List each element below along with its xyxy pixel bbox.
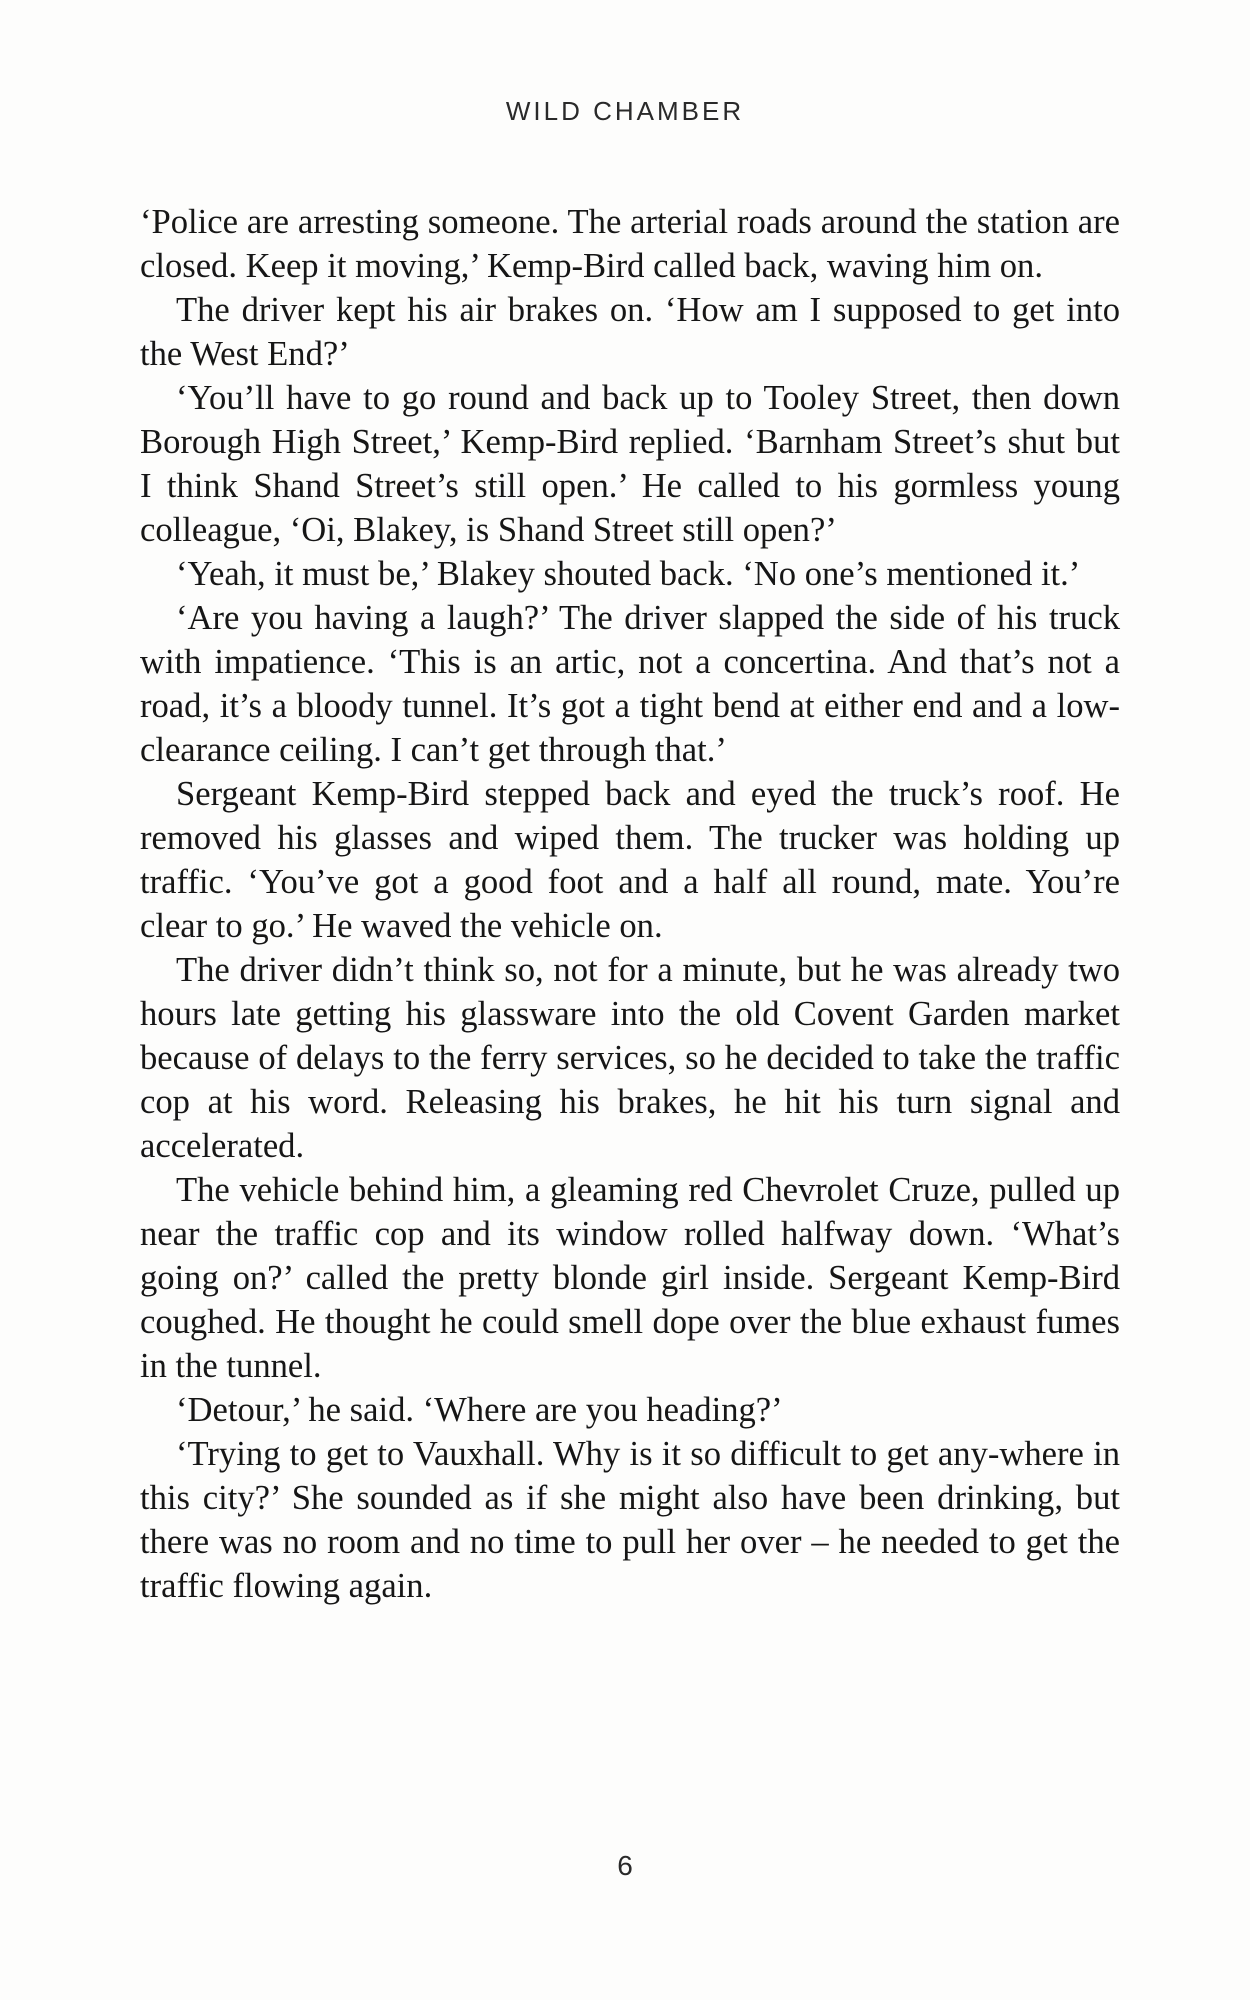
paragraph: The driver didn’t think so, not for a minute, but he was already two hours late getting his glassware into the old Covent Garden market because of delays to the ferry services, so he decided to take the traffic cop at his word. Releasing his brakes, he hit his turn signal and accelerated. — [140, 951, 1120, 1165]
paragraph: ‘Yeah, it must be,’ Blakey shouted back. ‘No one’s mentioned it.’ — [176, 555, 1081, 593]
paragraph: ‘Are you having a laugh?’ The driver slapped the side of his truck with impatience. ‘This is an artic, not a concertina. And that’s not a road, it’s a bloody tunnel. It’s got a tight bend at either end and a low-clearance ceiling. I can’t get through that.’ — [140, 599, 1120, 769]
paragraph: Sergeant Kemp-Bird stepped back and eyed the truck’s roof. He removed his glasses and wiped them. The trucker was holding up traffic. ‘You’ve got a good foot and a half all round, mate. You’re clear to go.’ He waved the vehicle on. — [140, 775, 1120, 945]
paragraph: ‘Police are arresting someone. The arterial roads around the station are closed. Keep it moving,’ Kemp-Bird called back, waving him on. — [140, 203, 1120, 285]
paragraph: The driver kept his air brakes on. ‘How am I supposed to get into the West End?’ — [140, 291, 1120, 373]
running-head: WILD CHAMBER — [505, 96, 745, 126]
paragraph: ‘Detour,’ he said. ‘Where are you heading?’ — [176, 1391, 783, 1429]
page-number: 6 — [617, 1850, 633, 1881]
paragraph: ‘You’ll have to go round and back up to Tooley Street, then down Borough High Street,’ Kemp-Bird replied. ‘Barnham Street’s shut but I think Shand Street’s still open.’ He called to his gormless young colleague, ‘Oi, Blakey, is Shand Street still open?’ — [140, 379, 1120, 549]
paragraph: The vehicle behind him, a gleaming red Chevrolet Cruze, pulled up near the traffic cop and its window rolled halfway down. ‘What’s going on?’ called the pretty blonde girl inside. Sergeant Kemp-Bird coughed. He thought he could smell dope over the blue exhaust fumes in the tunnel. — [140, 1171, 1120, 1385]
paragraph: ‘Trying to get to Vauxhall. Why is it so difficult to get any-where in this city?’ She sounded as if she might also have been drinking, but there was no room and no time to pull her over – he needed to get the traffic flowing again. — [140, 1435, 1120, 1605]
body-text — [140, 200, 1120, 1608]
